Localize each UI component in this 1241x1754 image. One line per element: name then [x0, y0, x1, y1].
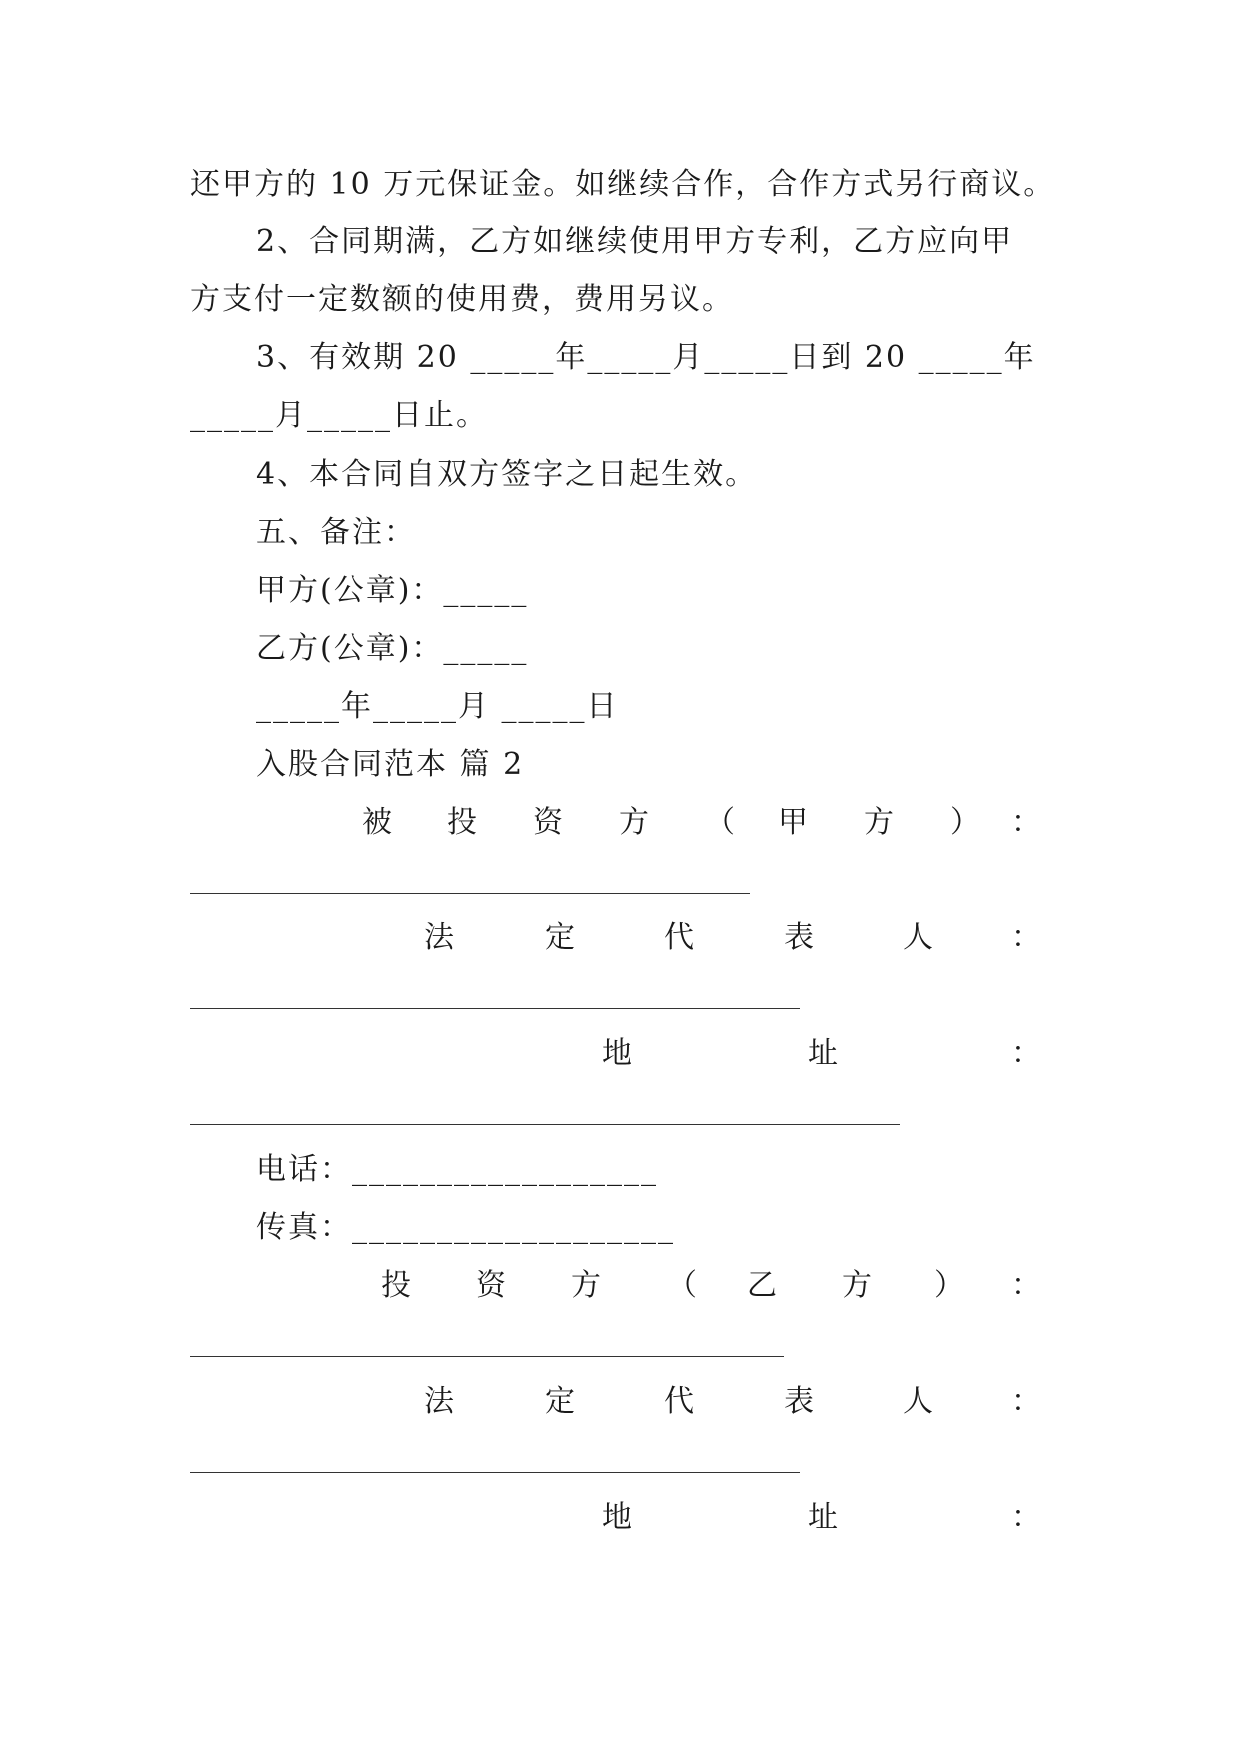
- invested-party-fill-line: [190, 893, 750, 894]
- paragraph-term-expiry-1: 2、合同期满，乙方如继续使用甲方专利，乙方应向甲: [256, 224, 1014, 259]
- legal-rep-fill-line-b: [190, 1472, 800, 1473]
- signing-date: _____年_____月 _____日: [256, 689, 619, 724]
- invested-party-label: 被 投 资 方 （ 甲 方 ） ：: [362, 805, 1041, 840]
- party-a-seal: 甲方(公章)：_____: [256, 573, 529, 608]
- legal-rep-label-a: 法 定 代 表 人 ：: [424, 920, 1041, 955]
- fax-field: 传真：___________________: [256, 1210, 675, 1245]
- legal-rep-label-b: 法 定 代 表 人 ：: [424, 1384, 1041, 1419]
- party-b-seal: 乙方(公章)：_____: [256, 631, 529, 666]
- paragraph-validity-1: 3、有效期 20 _____年_____月_____日到 20 _____年: [256, 340, 1036, 375]
- legal-rep-fill-line-a: [190, 1008, 800, 1009]
- paragraph-validity-2: _____月_____日止。: [190, 398, 488, 433]
- address-label-a: 地 址 ：: [602, 1036, 1041, 1071]
- section-title-part-2: 入股合同范本 篇 2: [256, 747, 525, 782]
- address-fill-line-a: [190, 1124, 900, 1125]
- investor-label: 投 资 方 （ 乙 方 ） ：: [381, 1268, 1041, 1303]
- section-remarks: 五、备注：: [256, 515, 416, 550]
- investor-fill-line: [190, 1356, 784, 1357]
- phone-field: 电话：__________________: [256, 1152, 658, 1187]
- paragraph-guarantee: 还甲方的 10 万元保证金。如继续合作，合作方式另行商议。: [190, 167, 1056, 202]
- paragraph-term-expiry-2: 方支付一定数额的使用费，费用另议。: [190, 282, 734, 317]
- paragraph-effective: 4、本合同自双方签字之日起生效。: [256, 457, 758, 492]
- address-label-b: 地 址 ：: [602, 1500, 1041, 1535]
